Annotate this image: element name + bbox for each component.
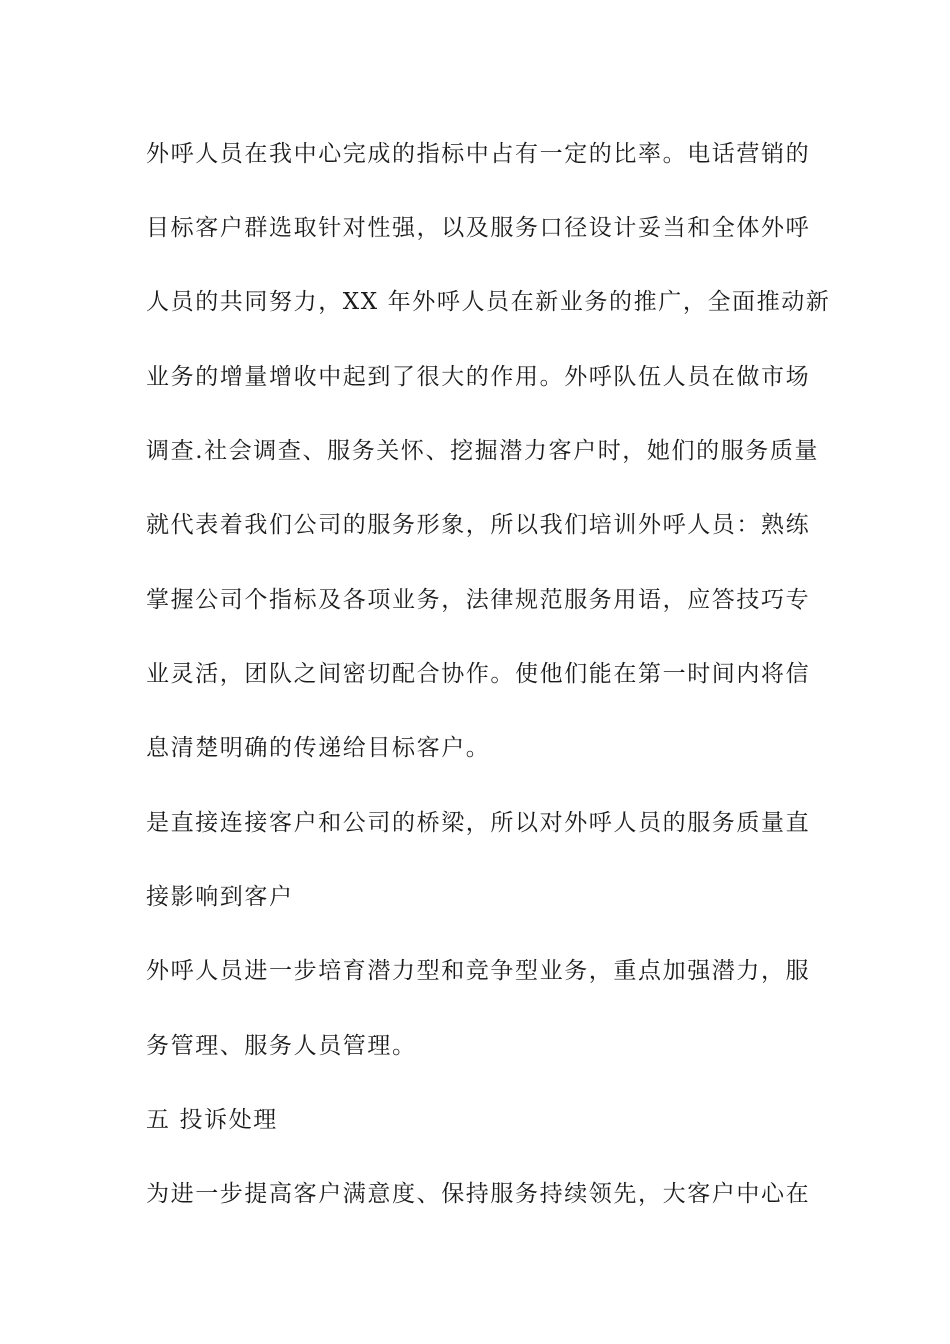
text-line-7: 掌握公司个指标及各项业务，法律规范服务用语，应答技巧专 <box>146 587 811 613</box>
text-line-3: 人员的共同努力，XX 年外呼人员在新业务的推广，全面推动新 <box>146 289 831 315</box>
text-line-2: 目标客户群选取针对性强，以及服务口径设计妥当和全体外呼 <box>146 215 811 241</box>
text-line-1: 外呼人员在我中心完成的指标中占有一定的比率。电话营销的 <box>146 141 811 167</box>
text-line-12: 外呼人员进一步培育潜力型和竞争型业务，重点加强潜力，服 <box>146 958 811 984</box>
text-line-8: 业灵活，团队之间密切配合协作。使他们能在第一时间内将信 <box>146 661 811 687</box>
text-line-4: 业务的增量增收中起到了很大的作用。外呼队伍人员在做市场 <box>146 364 811 390</box>
text-line-15: 为进一步提高客户满意度、保持服务持续领先，大客户中心在 <box>146 1181 811 1207</box>
section-heading: 五 投诉处理 <box>146 1107 278 1133</box>
text-line-10: 是直接连接客户和公司的桥梁，所以对外呼人员的服务质量直 <box>146 810 811 836</box>
text-line-9: 息清楚明确的传递给目标客户。 <box>146 735 491 761</box>
text-line-6: 就代表着我们公司的服务形象，所以我们培训外呼人员：熟练 <box>146 512 811 538</box>
text-line-13: 务管理、服务人员管理。 <box>146 1033 417 1059</box>
text-line-11: 接影响到客户 <box>146 884 294 910</box>
text-line-5: 调查.社会调查、服务关怀、挖掘潜力客户时，她们的服务质量 <box>146 438 820 464</box>
